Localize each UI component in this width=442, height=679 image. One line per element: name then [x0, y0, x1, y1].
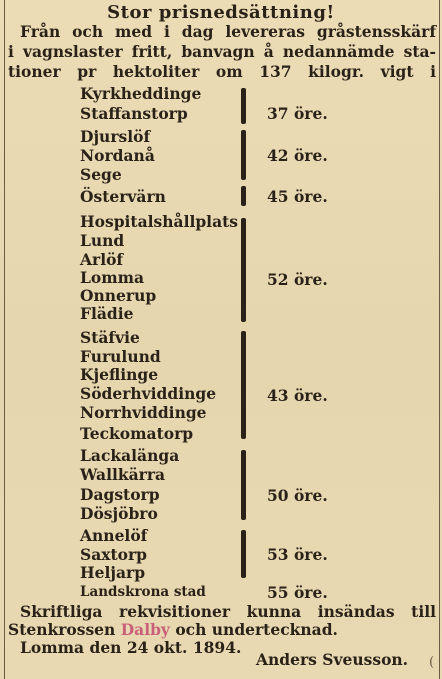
ad-title: Stor prisnedsättning! — [107, 2, 335, 23]
footer-text-part: Stenkrossen — [8, 620, 121, 639]
price-label: 55 öre. — [267, 583, 328, 602]
station-name: Wallkärra — [80, 465, 166, 484]
price-label: 52 öre. — [267, 270, 328, 289]
group-brace — [241, 450, 246, 520]
group-brace — [241, 88, 246, 124]
footer-line — [8, 621, 436, 639]
footer-line: Lomma den 24 okt. 1894. — [20, 638, 242, 657]
intro-paragraph — [8, 22, 436, 82]
station-name: Hospitalshållplats — [80, 212, 238, 231]
price-label: 53 öre. — [267, 545, 328, 564]
station-name: Kyrkheddinge — [80, 84, 202, 103]
station-name: Flädie — [80, 304, 134, 323]
station-name: Dösjöbro — [80, 504, 158, 523]
station-name: Nordanå — [80, 146, 155, 165]
footer-text — [8, 603, 436, 657]
margin-mark: ( — [429, 655, 435, 670]
column-rule-right — [439, 0, 440, 679]
signature: Anders Sveusson. — [256, 650, 409, 669]
station-name: Lund — [80, 231, 125, 250]
station-name: Dagstorp — [80, 485, 160, 504]
price-label: 43 öre. — [267, 386, 328, 405]
station-name: Söderhviddinge — [80, 384, 217, 403]
price-label: 42 öre. — [267, 146, 328, 165]
group-brace — [241, 130, 246, 180]
group-brace — [241, 530, 246, 578]
price-label: 37 öre. — [267, 104, 328, 123]
station-name: Kjeflinge — [80, 365, 159, 384]
station-name: Djurslöf — [80, 127, 151, 146]
station-name: Lomma — [80, 268, 145, 287]
station-name: Norrhviddinge — [80, 403, 207, 422]
footer-text-part: och undertecknad. — [169, 620, 338, 639]
station-name: Lackalänga — [80, 446, 180, 465]
intro-line: i vagnslaster fritt, banvagn å nedannämde sta- — [8, 42, 436, 61]
station-name: Arlöf — [80, 250, 124, 269]
group-brace — [241, 331, 246, 439]
footer-line: Skriftliga rekvisitioner kunna insändas till — [20, 602, 436, 621]
intro-line: tioner pr hektoliter om 137 kilogr. vigt i — [8, 62, 436, 81]
intro-line: Från och med i dag levereras gråstensskärf — [20, 22, 436, 41]
station-name: Furulund — [80, 347, 161, 366]
station-name: Heljarp — [80, 563, 146, 582]
price-label: 50 öre. — [267, 486, 328, 505]
station-name: Sege — [80, 165, 122, 184]
station-name: Stäfvie — [80, 328, 140, 347]
station-name: Annelöf — [80, 526, 148, 545]
group-brace — [241, 186, 246, 206]
station-name: Östervärn — [80, 187, 166, 206]
station-name: Onnerup — [80, 286, 157, 305]
station-name: Teckomatorp — [80, 424, 194, 443]
station-name: Staffanstorp — [80, 104, 188, 123]
price-label: 45 öre. — [267, 187, 328, 206]
station-name: Saxtorp — [80, 545, 147, 564]
column-rule-left — [4, 0, 5, 679]
station-name: Landskrona stad — [80, 584, 206, 600]
group-brace — [241, 218, 246, 322]
highlighted-word: Dalby — [120, 620, 170, 639]
